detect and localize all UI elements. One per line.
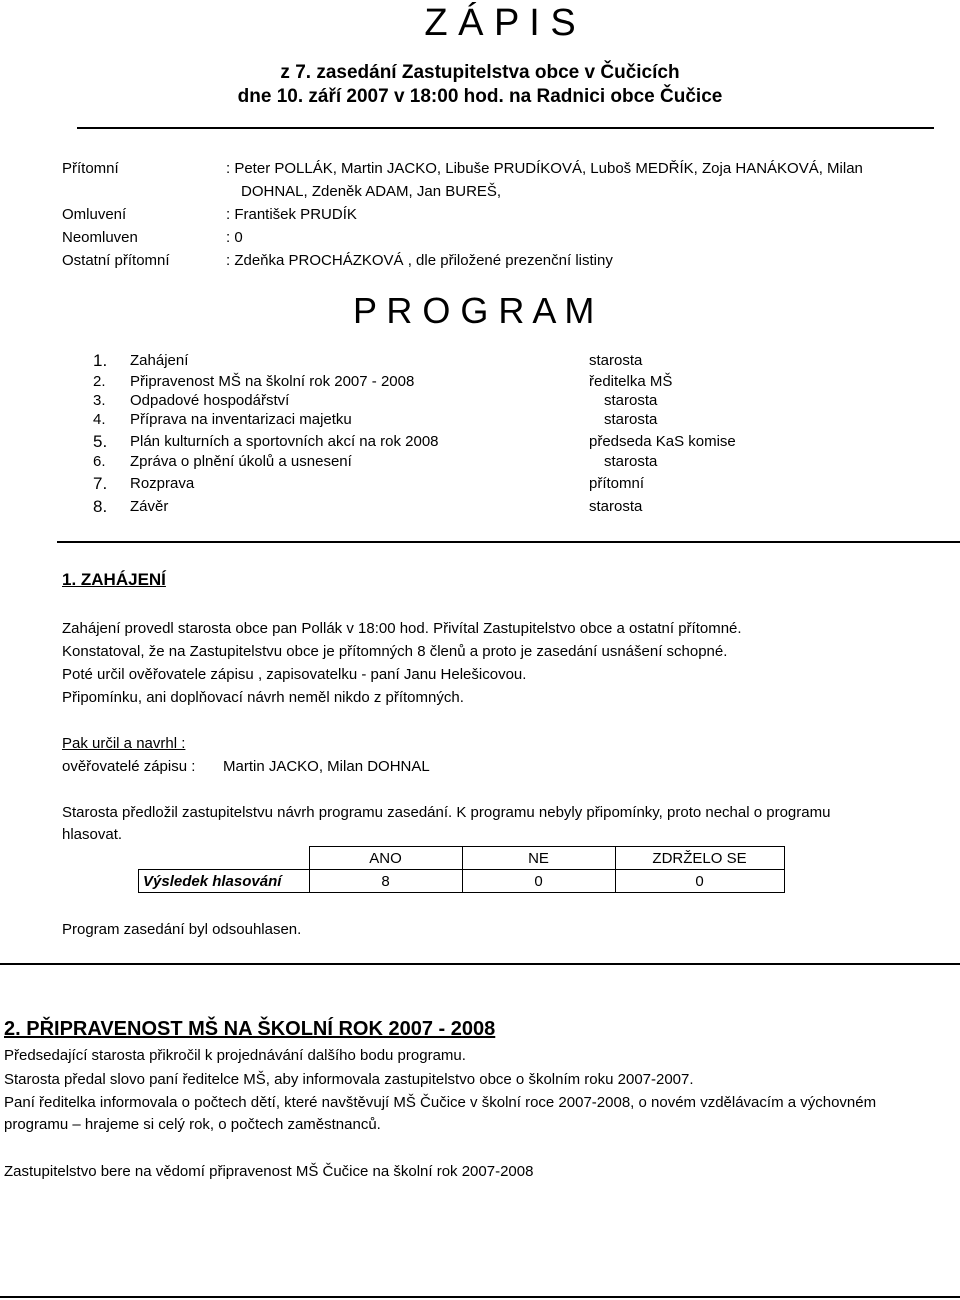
program-item-number: 6. bbox=[93, 453, 106, 470]
vote-row-label: Výsledek hlasování bbox=[139, 870, 310, 893]
program-item-label: Odpadové hospodářství bbox=[130, 392, 290, 409]
section1-result: Program zasedání byl odsouhlasen. bbox=[62, 921, 302, 938]
program-item bbox=[93, 392, 893, 412]
program-item bbox=[93, 411, 893, 431]
page-bottom-divider bbox=[0, 1296, 960, 1298]
vote-header-yes: ANO bbox=[309, 847, 462, 870]
program-item-number: 1. bbox=[93, 351, 108, 370]
section-divider bbox=[57, 541, 960, 543]
program-item-presenter: přítomní bbox=[589, 475, 645, 492]
attendance-value-present-cont: DOHNAL, Zdeněk ADAM, Jan BUREŠ, bbox=[241, 183, 502, 200]
program-item-presenter: starosta bbox=[604, 411, 658, 428]
attendance-label-others: Ostatní přítomní bbox=[62, 252, 170, 269]
program-item-number: 8. bbox=[93, 497, 108, 516]
program-item-presenter: starosta bbox=[604, 453, 658, 470]
program-item-number: 2. bbox=[93, 373, 106, 390]
vote-value-no: 0 bbox=[462, 870, 615, 893]
vote-value-yes: 8 bbox=[309, 870, 462, 893]
program-item-label: Připravenost MŠ na školní rok 2007 - 2008 bbox=[130, 373, 415, 390]
section2-heading: 2. PŘIPRAVENOST MŠ NA ŠKOLNÍ ROK 2007 - 2008 bbox=[4, 1018, 496, 1040]
section1-paragraph: Konstatoval, že na Zastupitelstvu obce je přítomných 8 členů a proto je zasedání usnášení schopné. bbox=[62, 643, 728, 660]
program-item-number: 3. bbox=[93, 392, 106, 409]
attendance-label-present: Přítomní bbox=[62, 160, 119, 177]
section1-paragraph: Zahájení provedl starosta obce pan Pollák v 18:00 hod. Přivítal Zastupitelstvo obce a ostatní přítomné. bbox=[62, 620, 742, 637]
section2-line: Předsedající starosta přikročil k projednávání dalšího bodu programu. bbox=[4, 1047, 466, 1064]
program-item-number: 5. bbox=[93, 432, 108, 451]
program-item-label: Plán kulturních a sportovních akcí na rok 2008 bbox=[130, 433, 439, 450]
program-item bbox=[93, 453, 893, 473]
attendance-value-unexcused: : 0 bbox=[226, 229, 243, 246]
program-item bbox=[93, 498, 893, 518]
program-item-label: Příprava na inventarizaci majetku bbox=[130, 411, 352, 428]
section2-line: Paní ředitelka informovala o počtech dětí, které navštěvují MŠ Čučice v školní roce 2007-2008, o novém vzdělávacím a výchovném bbox=[4, 1094, 877, 1111]
program-item-number: 7. bbox=[93, 474, 108, 493]
program-item bbox=[93, 475, 893, 495]
vote-header-row bbox=[139, 847, 785, 870]
section2-line: Starosta předal slovo paní ředitelce MŠ, aby informovala zastupitelstvo obce o školním roku 2007-2007. bbox=[4, 1071, 694, 1088]
section-divider bbox=[0, 963, 960, 965]
program-item-label: Rozprava bbox=[130, 475, 195, 492]
document-title: Z Á P I S bbox=[424, 2, 576, 44]
section2-conclusion: Zastupitelstvo bere na vědomí připravenost MŠ Čučice na školní rok 2007-2008 bbox=[4, 1163, 534, 1180]
section1-heading: 1. ZAHÁJENÍ bbox=[62, 570, 166, 589]
program-item-presenter: předseda KaS komise bbox=[589, 433, 736, 450]
attendance-label-unexcused: Neomluven bbox=[62, 229, 138, 246]
proposal-text: Starosta předložil zastupitelstvu návrh programu zasedání. K programu nebyly připomínky, proto nechal o programu bbox=[62, 804, 831, 821]
program-item-presenter: ředitelka MŠ bbox=[589, 373, 673, 390]
verifiers-value: Martin JACKO, Milan DOHNAL bbox=[223, 758, 430, 775]
subtitle-meeting: z 7. zasedání Zastupitelstva obce v Čučicích bbox=[280, 62, 680, 83]
vote-header-abstain: ZDRŽELO SE bbox=[615, 847, 784, 870]
vote-result-row bbox=[139, 870, 785, 893]
program-item-presenter: starosta bbox=[589, 498, 643, 515]
program-item-label: Zpráva o plnění úkolů a usnesení bbox=[130, 453, 352, 470]
section1-paragraph: Připomínku, ani doplňovací návrh neměl nikdo z přítomných. bbox=[62, 689, 464, 706]
program-item-label: Zahájení bbox=[130, 352, 189, 369]
appoint-label: Pak určil a navrhl : bbox=[62, 735, 186, 752]
program-title: P R O G R A M bbox=[353, 290, 595, 331]
subtitle-date: dne 10. září 2007 v 18:00 hod. na Radnici obce Čučice bbox=[237, 86, 723, 107]
program-item bbox=[93, 373, 893, 393]
section1-paragraph: Poté určil ověřovatele zápisu , zapisovatelku - paní Janu Helešicovou. bbox=[62, 666, 527, 683]
program-item-presenter: starosta bbox=[604, 392, 658, 409]
vote-table bbox=[138, 846, 785, 893]
program-item-number: 4. bbox=[93, 411, 106, 428]
verifiers-label: ověřovatelé zápisu : bbox=[62, 758, 196, 775]
attendance-value-present: : Peter POLLÁK, Martin JACKO, Libuše PRUDÍKOVÁ, Luboš MEDŘÍK, Zoja HANÁKOVÁ, Milan bbox=[226, 160, 863, 177]
header-divider bbox=[77, 127, 934, 129]
attendance-value-excused: : František PRUDÍK bbox=[226, 206, 357, 223]
program-item-label: Závěr bbox=[130, 498, 169, 515]
section2-line: programu – hrajeme si celý rok, o počtech zaměstnanců. bbox=[4, 1116, 381, 1133]
program-item-presenter: starosta bbox=[589, 352, 643, 369]
vote-empty-cell bbox=[139, 847, 310, 870]
vote-header-no: NE bbox=[462, 847, 615, 870]
vote-value-abstain: 0 bbox=[615, 870, 784, 893]
program-item bbox=[93, 352, 893, 372]
attendance-label-excused: Omluvení bbox=[62, 206, 127, 223]
proposal-text-cont: hlasovat. bbox=[62, 826, 123, 843]
attendance-value-others: : Zdeňka PROCHÁZKOVÁ , dle přiložené prezenční listiny bbox=[226, 252, 613, 269]
program-item bbox=[93, 433, 893, 453]
